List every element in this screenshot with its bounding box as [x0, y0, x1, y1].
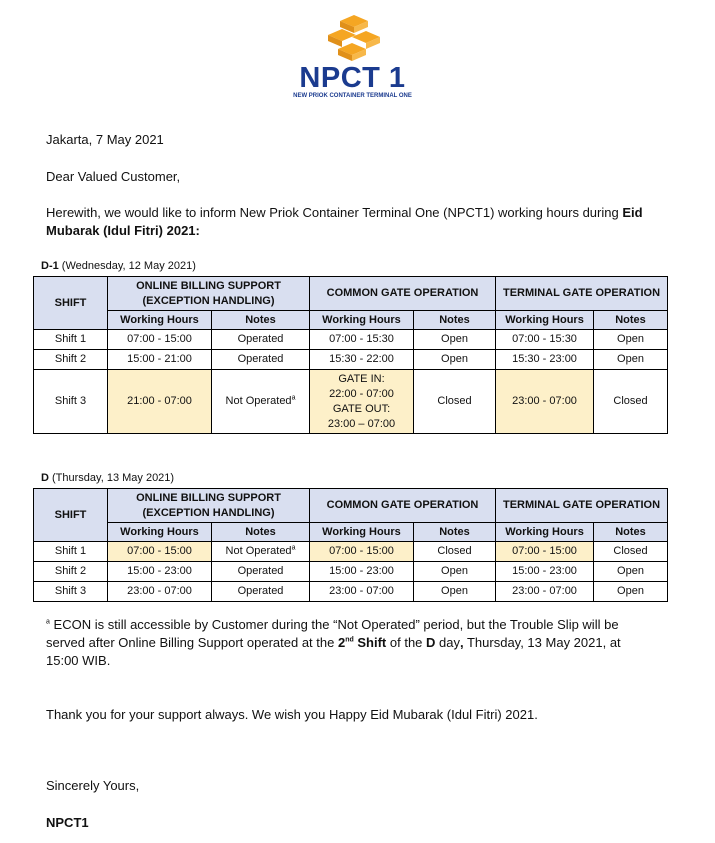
obs-hours-cell: 21:00 - 07:00	[108, 370, 212, 434]
tgo-notes-cell: Open	[594, 582, 668, 602]
table-row	[34, 330, 668, 350]
cgo-notes-cell: Open	[414, 350, 496, 370]
tgo-header: TERMINAL GATE OPERATION	[496, 277, 668, 311]
tgo-notes-header: Notes	[594, 523, 668, 542]
date-line: Jakarta, 7 May 2021	[46, 132, 164, 147]
obs-header: ONLINE BILLING SUPPORT (EXCEPTION HANDLING)	[108, 277, 310, 311]
intro-bold: Eid Mubarak (Idul Fitri) 2021:	[46, 205, 643, 238]
intro-paragraph	[46, 204, 676, 240]
tgo-notes-cell: Open	[594, 330, 668, 350]
cgo-header: COMMON GATE OPERATION	[310, 489, 496, 523]
d-label: D	[41, 472, 49, 484]
d-date: (Thursday, 13 May 2021)	[48, 472, 175, 484]
footnote	[46, 616, 646, 670]
footnote-mark: a	[291, 544, 296, 552]
cgo-notes-cell: Open	[414, 562, 496, 582]
d-schedule-table	[33, 488, 668, 602]
tgo-hours-header: Working Hours	[496, 523, 594, 542]
obs-hours-header: Working Hours	[108, 523, 212, 542]
tgo-hours-cell: 07:00 - 15:30	[496, 330, 594, 350]
d1-label: D-1	[41, 260, 59, 272]
footnote-text-2: of the	[386, 635, 427, 650]
obs-notes-cell	[212, 370, 310, 434]
table-row	[34, 582, 668, 602]
cgo-hours-cell: 23:00 - 07:00	[310, 582, 414, 602]
tgo-header: TERMINAL GATE OPERATION	[496, 489, 668, 523]
obs-hours-cell: 07:00 - 15:00	[108, 330, 212, 350]
tgo-notes-header: Notes	[594, 311, 668, 330]
obs-notes-cell: Operated	[212, 330, 310, 350]
d1-heading	[41, 260, 196, 272]
salutation: Dear Valued Customer,	[46, 169, 181, 184]
table-row	[34, 350, 668, 370]
npct1-logo	[285, 15, 420, 107]
d1-date: (Wednesday, 12 May 2021)	[58, 260, 196, 272]
notes-text: Not Operated	[225, 545, 292, 557]
cgo-notes-header: Notes	[414, 311, 496, 330]
cgo-header: COMMON GATE OPERATION	[310, 277, 496, 311]
tgo-hours-cell: 23:00 - 07:00	[496, 370, 594, 434]
gate-out-hours: 23:00 – 07:00	[327, 417, 396, 430]
obs-notes-header: Notes	[212, 311, 310, 330]
shift-cell: Shift 1	[34, 330, 108, 350]
footnote-text-3: day	[435, 635, 460, 650]
cgo-hours-cell: 15:30 - 22:00	[310, 350, 414, 370]
cgo-hours-cell	[310, 370, 414, 434]
footnote-text-4: Thursday, 13 May 2021, at 15:00 WIB.	[46, 635, 621, 668]
cgo-notes-cell: Open	[414, 330, 496, 350]
tgo-notes-cell: Open	[594, 350, 668, 370]
cgo-hours-cell: 07:00 - 15:30	[310, 330, 414, 350]
obs-notes-header: Notes	[212, 523, 310, 542]
cgo-hours-header: Working Hours	[310, 523, 414, 542]
tgo-hours-cell: 15:30 - 23:00	[496, 350, 594, 370]
cgo-hours-header: Working Hours	[310, 311, 414, 330]
cgo-hours-cell: 15:00 - 23:00	[310, 562, 414, 582]
shift-cell: Shift 1	[34, 542, 108, 562]
obs-notes-cell: Operated	[212, 582, 310, 602]
footnote-shift-number: 2	[337, 635, 346, 650]
tgo-hours-cell: 23:00 - 07:00	[496, 582, 594, 602]
obs-notes-cell: Operated	[212, 350, 310, 370]
shift-header: SHIFT	[34, 277, 108, 330]
tgo-hours-cell: 15:00 - 23:00	[496, 562, 594, 582]
tgo-hours-header: Working Hours	[496, 311, 594, 330]
shift-cell: Shift 3	[34, 370, 108, 434]
footnote-ordinal: nd	[345, 636, 354, 644]
closing-line: Thank you for your support always. We wish you Happy Eid Mubarak (Idul Fitri) 2021.	[46, 707, 538, 722]
d-heading	[41, 472, 174, 484]
tgo-notes-cell: Open	[594, 562, 668, 582]
sign-off: Sincerely Yours,	[46, 778, 140, 793]
cgo-notes-cell: Open	[414, 582, 496, 602]
footnote-shift-word: Shift	[353, 635, 387, 650]
table-row	[34, 542, 668, 562]
obs-hours-cell: 15:00 - 21:00	[108, 350, 212, 370]
notes-text: Not Operated	[225, 395, 292, 407]
cube-logo-icon	[324, 15, 382, 63]
gate-in-label: GATE IN:	[338, 372, 385, 385]
footnote-bold-comma: ,	[459, 635, 464, 650]
d1-schedule-table	[33, 276, 668, 434]
logo-name: NPCT 1	[299, 62, 406, 94]
obs-hours-header: Working Hours	[108, 311, 212, 330]
gate-out-label: GATE OUT:	[332, 402, 391, 415]
cgo-notes-cell: Closed	[414, 370, 496, 434]
table-row	[34, 370, 668, 434]
intro-text: Herewith, we would like to inform New Priok Container Terminal One (NPCT1) working hours during	[46, 205, 623, 220]
tgo-notes-cell: Closed	[594, 542, 668, 562]
obs-hours-cell: 15:00 - 23:00	[108, 562, 212, 582]
cgo-notes-cell: Closed	[414, 542, 496, 562]
footnote-mark: a	[46, 618, 50, 626]
signature: NPCT1	[46, 815, 89, 830]
gate-in-hours: 22:00 - 07:00	[329, 387, 394, 400]
shift-cell: Shift 3	[34, 582, 108, 602]
shift-header: SHIFT	[34, 489, 108, 542]
obs-hours-cell: 07:00 - 15:00	[108, 542, 212, 562]
footnote-mark: a	[291, 394, 296, 402]
obs-header: ONLINE BILLING SUPPORT (EXCEPTION HANDLING)	[108, 489, 310, 523]
cgo-notes-header: Notes	[414, 523, 496, 542]
footnote-bold-1	[338, 635, 386, 650]
obs-notes-cell	[212, 542, 310, 562]
footnote-text-1: ECON is still accessible by Customer during the “Not Operated” period, but the Trouble Slip will be served after Online Billing Support operated at the	[46, 617, 619, 650]
cgo-hours-cell: 07:00 - 15:00	[310, 542, 414, 562]
tgo-hours-cell: 07:00 - 15:00	[496, 542, 594, 562]
table-row	[34, 562, 668, 582]
logo-subtitle: NEW PRIOK CONTAINER TERMINAL ONE	[293, 93, 412, 99]
footnote-bold-d: D	[426, 635, 436, 650]
shift-cell: Shift 2	[34, 562, 108, 582]
obs-hours-cell: 23:00 - 07:00	[108, 582, 212, 602]
tgo-notes-cell: Closed	[594, 370, 668, 434]
shift-cell: Shift 2	[34, 350, 108, 370]
obs-notes-cell: Operated	[212, 562, 310, 582]
